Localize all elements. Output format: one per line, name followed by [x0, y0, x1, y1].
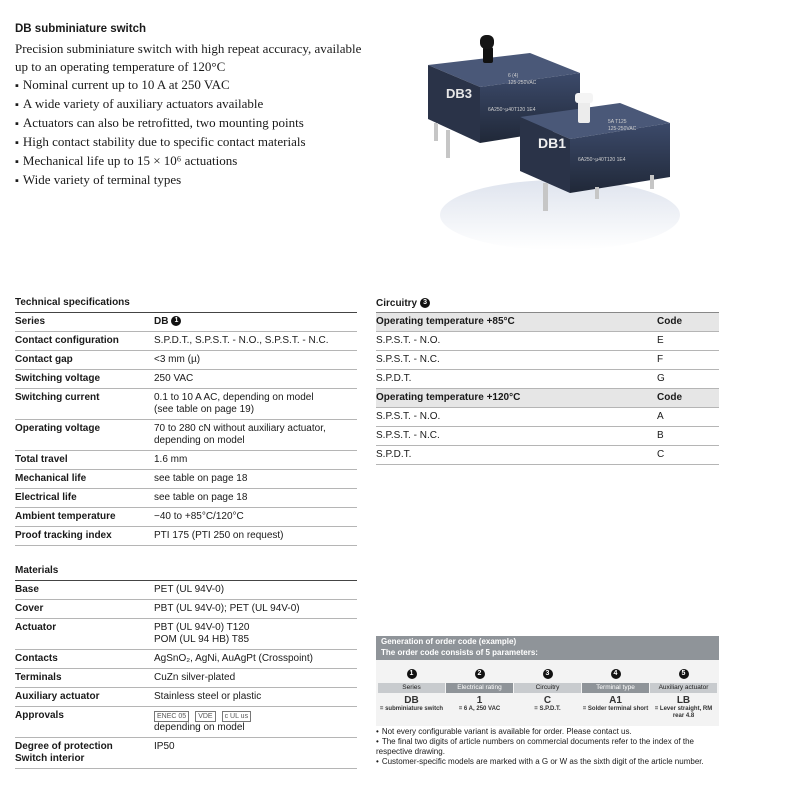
svg-text:5A T125: 5A T125 [608, 119, 627, 125]
svg-text:125-250VAC: 125-250VAC [508, 80, 537, 86]
intro-description: Precision subminiature switch with high repeat accuracy, available up to an operating temperature of 120°C [15, 41, 362, 74]
order-param-series: 1 Series DB = subminiature switch [379, 670, 444, 712]
table-row: S.P.S.T. - N.O. E [376, 332, 719, 351]
table-row [15, 313, 357, 332]
materials-title: Materials [15, 565, 59, 576]
table-row: Ambient temperature −40 to +85°C/120°C [15, 508, 357, 527]
order-param-auxiliary-actuator: 5 Auxiliary actuator LB = Lever straight, RM rear 4.8 [650, 662, 717, 720]
table-row: S.P.D.T. C [376, 446, 719, 465]
table-row: Switching current 0.1 to 10 A AC, depending on model (see table on page 19) [15, 389, 357, 420]
svg-text:6A250~µ40T120 1E4: 6A250~µ40T120 1E4 [578, 157, 626, 163]
feature-item: ▪ High contact stability due to specific contact materials [15, 133, 306, 152]
table-row: Contacts AgSnO₂, AgNi, AuAgPt (Crosspoint) [15, 650, 357, 669]
page-title: DB subminiature switch [15, 23, 146, 35]
order-notes [376, 727, 719, 767]
circuitry-title: Circuitry 3 [376, 298, 430, 309]
reflection-shadow [440, 180, 680, 250]
materials-table [15, 580, 357, 769]
table-header-row: Operating temperature +85°C Code [376, 313, 719, 332]
order-code-panel [376, 636, 719, 726]
table-row: Base PET (UL 94V-0) [15, 581, 357, 600]
table-row: Auxiliary actuator Stainless steel or plastic [15, 688, 357, 707]
table-header-row: Operating temperature +120°C Code [376, 389, 719, 408]
note-item: • Not every configurable variant is available for order. Please contact us. [376, 727, 719, 737]
svg-text:6A250~µ40T120 1E4: 6A250~µ40T120 1E4 [488, 107, 536, 113]
feature-item: ▪ Mechanical life up to 15 × 10⁶ actuations [15, 152, 306, 171]
note-item: • Customer-specific models are marked with a G or W as the sixth digit of the article number. [376, 757, 719, 767]
circuitry-badge: 3 [420, 298, 430, 308]
feature-item: ▪ Actuators can also be retrofitted, two mounting points [15, 114, 306, 133]
tech-specs-table [15, 312, 357, 546]
table-row: Contact configuration S.P.D.T., S.P.S.T. - N.O., S.P.S.T. - N.C. [15, 332, 357, 351]
table-row: Terminals CuZn silver-plated [15, 669, 357, 688]
table-row: Switching voltage 250 VAC [15, 370, 357, 389]
ul-mark: c UL us [222, 711, 251, 722]
table-row: S.P.S.T. - N.C. F [376, 351, 719, 370]
switch1-label: DB3 [446, 86, 473, 101]
table-row: Mechanical life see table on page 18 [15, 470, 357, 489]
svg-text:125-250VAC: 125-250VAC [608, 126, 637, 132]
table-row: Electrical life see table on page 18 [15, 489, 357, 508]
tech-specs-title: Technical specifications [15, 297, 130, 308]
spec-label: Series [15, 313, 154, 332]
note-item: • The final two digits of article numbers on commercial documents refer to the index of the respective drawing. [376, 737, 719, 757]
order-param-circuitry: 3 Circuitry C = S.P.D.T. [514, 662, 581, 713]
vde-mark: VDE [195, 711, 215, 722]
table-row: S.P.S.T. - N.C. B [376, 427, 719, 446]
approval-marks [154, 711, 251, 722]
table-row: Proof tracking index PTI 175 (PTI 250 on request) [15, 527, 357, 546]
table-row: Actuator PBT (UL 94V-0) T120 POM (UL 94 HB) T85 [15, 619, 357, 650]
spec-value: DB 1 [154, 313, 357, 332]
product-photo [400, 15, 730, 255]
table-row: Approvals ENEC 05 VDE c UL us depending on model [15, 707, 357, 738]
table-row: S.P.S.T. - N.O. A [376, 408, 719, 427]
table-row: Total travel 1.6 mm [15, 451, 357, 470]
order-code-header: Generation of order code (example) The order code consists of 5 parameters: [376, 636, 719, 660]
circuitry-table [376, 312, 719, 465]
feature-item: ▪ Wide variety of terminal types [15, 171, 306, 190]
switch2-label: DB1 [538, 135, 567, 151]
table-row: Contact gap <3 mm (µ) [15, 351, 357, 370]
table-row: S.P.D.T. G [376, 370, 719, 389]
order-param-electrical-rating: 2 Electrical rating 1 = 6 A, 250 VAC [446, 662, 513, 713]
svg-text:6 (4): 6 (4) [508, 73, 519, 79]
enec-mark: ENEC 05 [154, 711, 189, 722]
order-param-terminal-type: 4 Terminal type A1 = Solder terminal short [582, 670, 649, 712]
feature-item: ▪ Nominal current up to 10 A at 250 VAC [15, 76, 306, 95]
feature-list [15, 76, 306, 190]
feature-item: ▪ A wide variety of auxiliary actuators available [15, 95, 306, 114]
table-row: Operating voltage 70 to 280 cN without auxiliary actuator, depending on model [15, 420, 357, 451]
table-row: Cover PBT (UL 94V-0); PET (UL 94V-0) [15, 600, 357, 619]
series-badge: 1 [171, 316, 181, 326]
table-row: Degree of protection Switch interior IP50 [15, 738, 357, 769]
